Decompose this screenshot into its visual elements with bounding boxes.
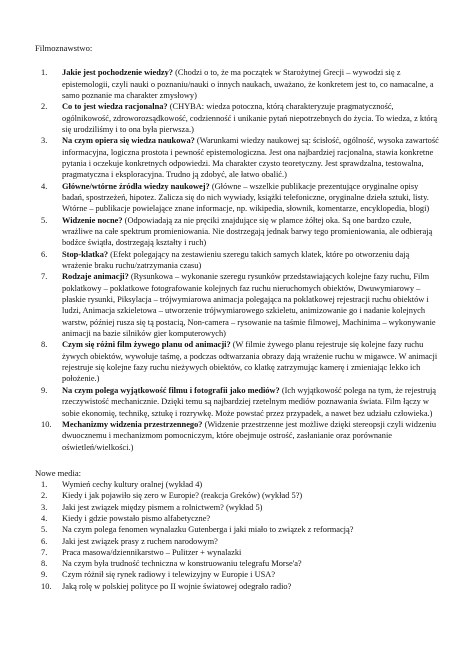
list-item xyxy=(35,271,441,339)
item-number: 1. xyxy=(41,480,48,490)
question-text: Kiedy i jak pojawiło się zero w Europie? (reakcja Greków) (wykład 5?) xyxy=(62,491,303,501)
list-item xyxy=(35,135,441,180)
question-text: Rodzaje animacji? xyxy=(62,272,129,282)
list-item xyxy=(35,339,441,384)
question-text: Na czym była trudność techniczna w konstruowaniu telegrafu Morse'a? xyxy=(62,559,302,569)
answer-text: (Efekt polegający na zestawieniu szeregu takich samych klatek, które po otworzeniu dają wrażenie braku ruchu/zatrzymania czasu) xyxy=(62,249,410,271)
question-text: Jaki jest związek prasy z ruchem narodowym? xyxy=(62,536,218,546)
item-number: 3. xyxy=(41,502,48,512)
question-text: Mechanizmy widzenia przestrzennego? xyxy=(62,419,203,429)
item-number: 2. xyxy=(41,102,48,112)
question-text: Widzenie nocne? xyxy=(62,215,123,225)
question-text: Na czym polega wyjątkowość filmu i fotografii jako mediów? xyxy=(62,385,280,395)
film-questions-list xyxy=(35,67,441,453)
item-number: 4. xyxy=(41,513,48,523)
answer-text: (Główne – wszelkie publikacje prezentujące oryginalne opisy badań, spostrzeżeń, hipotez. Zalicza się do nich wywiady, książki telefoniczne, oryginalne dzieła sztuki, listy. Wtórne – publikacje powielające znane informacje, np. wikipedia, słownik, komentarze, encyklopedia, blogi) xyxy=(62,181,430,214)
question-text: Czym różnił się rynek radiowy i telewizyjny w Europie i USA? xyxy=(62,570,276,580)
document-content xyxy=(35,42,441,592)
item-number: 10. xyxy=(41,581,52,591)
list-item xyxy=(35,547,441,558)
answer-text: (Rysunkowa – wykonanie szeregu rysunków przedstawiających kolejne fazy ruchu, Film poklatkowy – poklatkowe fotografowanie kolejnych faz ruchu nieruchomych obiektów, Dwuwymiarowy – płaskie rysunki, Piksylacja – trójwymiarowa animacja polegająca na poklatkowej rejestracji ruchu obiektów i ludzi, Animacja szkieletowa – utworzenie trójwymiarowego szkieletu, animizowanie go i nadanie kolejnych warstw, później rusza się tą postacią, Non-camera – rysowanie na taśmie filmowej, Machinima – wykonywanie animacji na bazie silników gier komputerowych) xyxy=(62,272,436,339)
answer-text: (Chodzi o to, że ma początek w Starożytnej Grecji – wywodzi się z epistemologii, czyli nauki o poznaniu/nauki o innych naukach, uważano, że konkretem jest to, co namacalne, a samo poznanie ma charakter zmysłowy) xyxy=(62,68,434,100)
item-number: 1. xyxy=(41,68,48,78)
list-item xyxy=(35,181,441,215)
item-number: 6. xyxy=(41,536,48,546)
item-number: 8. xyxy=(41,559,48,569)
question-text: Jaką rolę w polskiej polityce po II wojnie światowej odegrało radio? xyxy=(62,581,292,591)
list-item xyxy=(35,215,441,249)
list-item xyxy=(35,67,441,101)
question-text: Co to jest wiedza racjonalna? xyxy=(62,102,168,112)
question-text: Główne/wtórne źródła wiedzy naukowej? xyxy=(62,181,210,191)
item-number: 2. xyxy=(41,491,48,501)
item-number: 10. xyxy=(41,419,52,429)
item-number: 7. xyxy=(41,272,48,282)
question-text: Jakie jest pochodzenie wiedzy? xyxy=(62,68,173,78)
question-text: Stop-klatka? xyxy=(62,249,109,259)
section-heading-film: Filmoznawstwo: xyxy=(35,43,93,53)
list-item xyxy=(35,524,441,535)
item-number: 5. xyxy=(41,525,48,535)
item-number: 6. xyxy=(41,249,48,259)
answer-text: (Warunkami wiedzy naukowej są: ścisłość, ogólność, wysoka zawartość informacyjna, logiczna prostota i pewność epistemologiczna. Jest ona najbardziej racjonalna, stawia konkretne pytania i oczekuje konkretnych odpowiedzi. Ma charakter czysto teoretyczny. Jest sprawdzalna, testowalna, pragmatyczna i eksploracyjna. Trudno ją zdobyć, ale łatwo obalić.) xyxy=(62,136,439,180)
list-item xyxy=(35,558,441,569)
question-text: Praca masowa/dziennikarstwo – Pulitzer + wynalazki xyxy=(62,547,242,557)
list-item xyxy=(35,101,441,135)
question-text: Wymień cechy kultury oralnej (wykład 4) xyxy=(62,480,203,490)
list-item xyxy=(35,249,441,272)
list-item xyxy=(35,569,441,580)
list-item xyxy=(35,536,441,547)
item-number: 9. xyxy=(41,570,48,580)
list-item xyxy=(35,502,441,513)
answer-text: (Ich wyjątkowość polega na tym, że rejestrują rzeczywistość mechanicznie. Dzięki temu są najbardziej rzetelnym mediów poznawania świata. Film łączy w sobie ekonomię, technikę, sztukę i rozrywkę. Może powstać przez przypadek, a nawet bez udziału człowieka.) xyxy=(62,385,437,418)
question-text: Kiedy i gdzie powstało pismo alfabetyczne? xyxy=(62,513,211,523)
item-number: 9. xyxy=(41,385,48,395)
item-number: 7. xyxy=(41,547,48,557)
media-questions-list xyxy=(35,479,441,592)
list-item xyxy=(35,581,441,592)
item-number: 4. xyxy=(41,181,48,191)
answer-text: (Widzenie przestrzenne jest możliwe dzięki stereopsji czyli widzeniu dwuocznemu i mechanizmom pomocniczym, które obejmuje ostrość, zasłanianie oraz porównanie oświetleń/wielkości.) xyxy=(62,419,437,452)
section-heading-media: Nowe media: xyxy=(35,467,82,478)
item-number: 8. xyxy=(41,340,48,350)
item-number: 5. xyxy=(41,215,48,225)
item-number: 3. xyxy=(41,136,48,146)
question-text: Czym się różni film żywego planu od animacji? xyxy=(62,340,231,350)
question-text: Jaki jest związek między pismem a rolnictwem? (wykład 5) xyxy=(62,502,263,512)
answer-text: (Odpowiadają za nie pręciki znajdujące się w plamce żółtej oka. Są one bardzo czułe, wrażliwe na całe spektrum promieniowania. Nie dostrzegają jednak barwy tego promieniowania, ale odbierają bodźce świątła, dostrzegają kształty i ruch) xyxy=(62,215,433,248)
list-item xyxy=(35,419,441,453)
list-item xyxy=(35,513,441,524)
answer-text: (W filmie żywego planu rejestruje się kolejne fazy ruchu żywych obiektów, wywołuje taśmę, a podczas odtwarzania obrazy dają wrażenie ruchu w migawce. W animacji rejestruje się kolejne fazy ruchu nieżywych obiektów, co klatkę zatrzymując kamerę i zmieniając lekko ich położenie.) xyxy=(62,340,438,384)
list-item xyxy=(35,490,441,501)
list-item xyxy=(35,479,441,490)
question-text: Na czym opiera się wiedza naukowa? xyxy=(62,136,195,146)
question-text: Na czym polega fenomen wynalazku Gutenberga i jaki miało to związek z reformacją? xyxy=(62,525,354,535)
list-item xyxy=(35,385,441,419)
answer-text: (CHYBA: wiedza potoczna, którą charakteryzuje pragmatyczność, ogólnikowość, zdroworozsądkowość, codzienność i unikanie pytań niepotrzebnych do życia. To wiedza, z którą się urodziliśmy i to ona była pierwsza.) xyxy=(62,102,438,134)
